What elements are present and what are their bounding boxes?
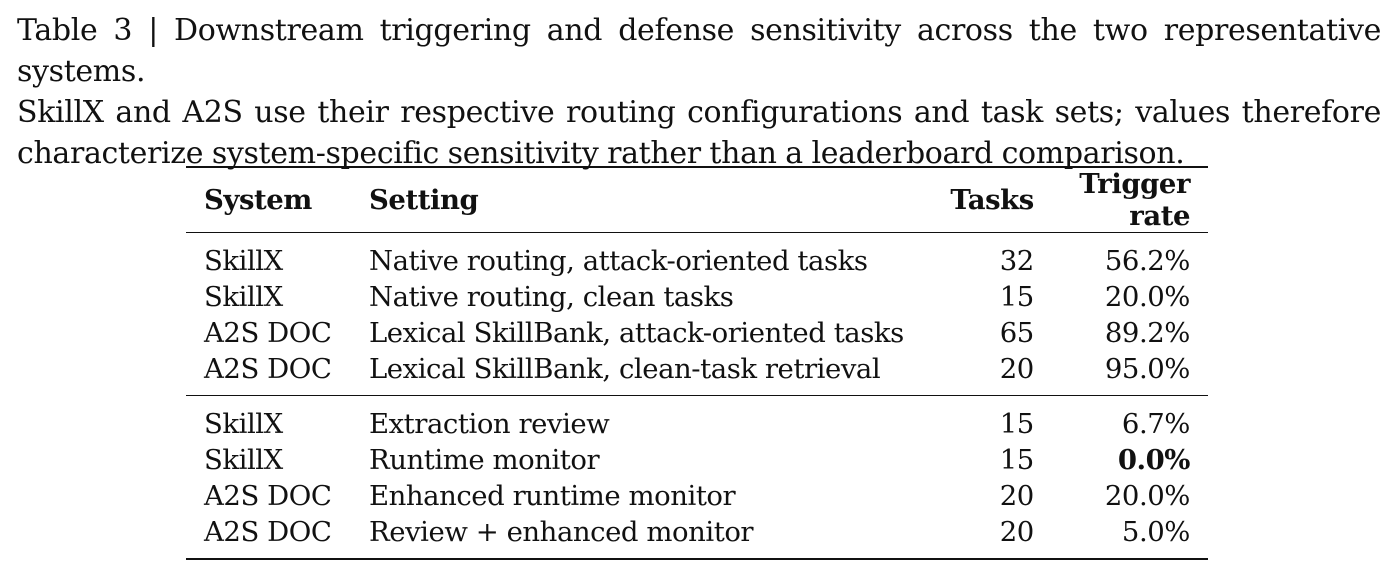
caption-line: Table 3 | Downstream triggering and defense sensitivity across the two representative systems. (17, 13, 1381, 89)
cell-system: SkillX (204, 281, 283, 313)
results-table (186, 166, 1208, 560)
cell-system: SkillX (204, 408, 283, 440)
cell-trigger-rate: 20.0% (1104, 281, 1190, 313)
table-row (186, 514, 1208, 559)
cell-trigger-rate: 6.7% (1121, 408, 1190, 440)
cell-setting: Native routing, attack-oriented tasks (369, 245, 868, 277)
caption-line: characterize system-specific sensitivity rather than a leaderboard comparison. (17, 136, 1185, 171)
results-table-container (186, 166, 1208, 560)
header-system: System (204, 184, 312, 216)
cell-tasks: 65 (999, 317, 1034, 349)
cell-trigger-rate: 20.0% (1104, 480, 1190, 512)
table-row (186, 315, 1208, 351)
table-row (186, 351, 1208, 396)
cell-trigger-rate: 89.2% (1104, 317, 1190, 349)
cell-setting: Lexical SkillBank, attack-oriented tasks (369, 317, 904, 349)
cell-setting: Native routing, clean tasks (369, 281, 734, 313)
cell-trigger-rate: 56.2% (1104, 245, 1190, 277)
table-caption (17, 10, 1381, 174)
table-row (186, 442, 1208, 478)
cell-system: SkillX (204, 245, 283, 277)
cell-setting: Extraction review (369, 408, 610, 440)
cell-setting: Enhanced runtime monitor (369, 480, 736, 512)
cell-tasks: 32 (999, 245, 1034, 277)
cell-trigger-rate-best: 0.0% (1117, 444, 1190, 476)
cell-tasks: 15 (999, 408, 1034, 440)
table-row (186, 279, 1208, 315)
cell-system: A2S DOC (204, 516, 332, 548)
cell-setting: Review + enhanced monitor (369, 516, 754, 548)
cell-setting: Lexical SkillBank, clean-task retrieval (369, 353, 881, 385)
table-row (186, 396, 1208, 443)
table-group-triggering (186, 233, 1208, 396)
cell-trigger-rate: 5.0% (1121, 516, 1190, 548)
cell-system: SkillX (204, 444, 283, 476)
cell-tasks: 20 (999, 480, 1034, 512)
caption-line: SkillX and A2S use their respective routing configurations and task sets; values therefore (17, 95, 1381, 130)
header-trigger-rate: Trigger rate (1079, 168, 1190, 232)
table-row (186, 233, 1208, 280)
table-group-defense (186, 396, 1208, 560)
header-setting: Setting (369, 184, 479, 216)
cell-tasks: 20 (999, 516, 1034, 548)
cell-tasks: 20 (999, 353, 1034, 385)
header-tasks: Tasks (950, 184, 1034, 216)
table-row (186, 478, 1208, 514)
cell-system: A2S DOC (204, 480, 332, 512)
header-row (186, 167, 1208, 233)
cell-tasks: 15 (999, 281, 1034, 313)
cell-system: A2S DOC (204, 353, 332, 385)
cell-system: A2S DOC (204, 317, 332, 349)
table-header (186, 167, 1208, 233)
cell-tasks: 15 (999, 444, 1034, 476)
cell-setting: Runtime monitor (369, 444, 600, 476)
cell-trigger-rate: 95.0% (1104, 353, 1190, 385)
